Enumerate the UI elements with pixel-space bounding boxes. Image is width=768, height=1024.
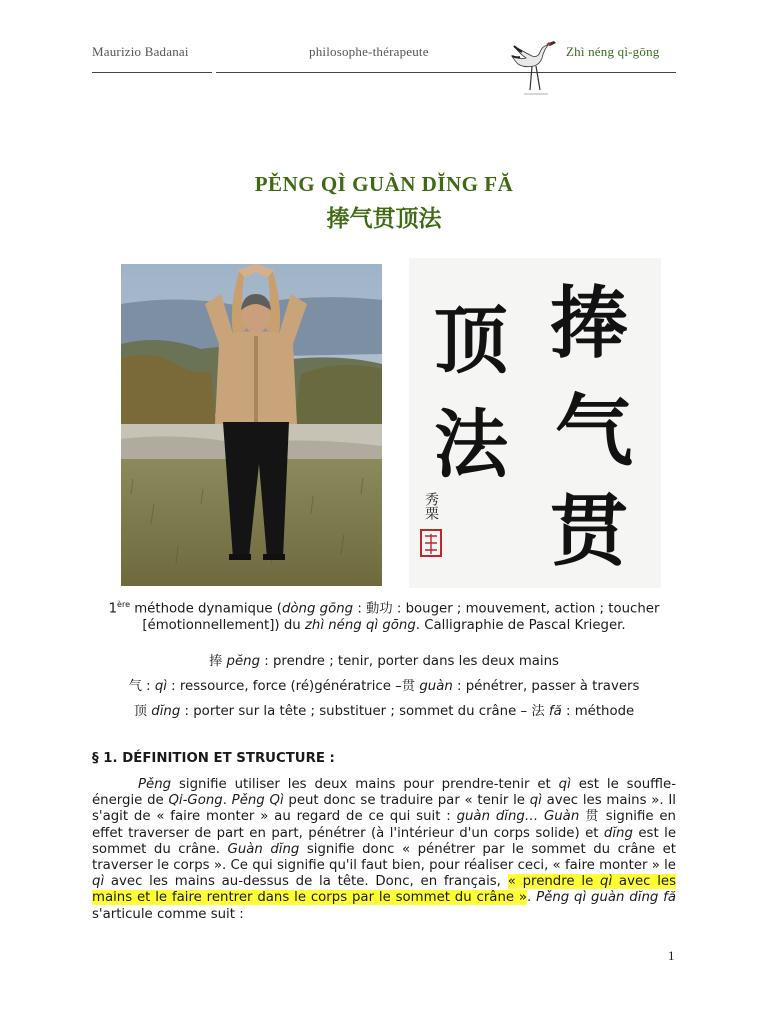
calligraphy-char: 法 xyxy=(434,402,508,488)
glossary-line-qi: 气 : qì : ressource, force (ré)génératrice –贯 guàn : pénétrer, passer à travers xyxy=(128,679,640,694)
calligraphy-char: 顶 xyxy=(434,298,508,384)
glossary-line-ding: 顶 dĭng : porter sur la tête ; substituer ; sommet du crâne – 法 fă : méthode xyxy=(133,704,635,719)
header-author: Maurizio Badanai xyxy=(92,44,189,59)
glossary-line-peng: 捧 pĕng : prendre ; tenir, porter dans les deux mains xyxy=(209,654,559,669)
qigong-photo xyxy=(121,264,382,586)
body-paragraph: Pěng signifie utiliser les deux mains pour prendre-tenir et qì est le souffle-énergie de Qi-Gong. Pěng Qì peut donc se traduire par « tenir le qì avec les mains ». Il s'agit de « faire monter » au regard de ce qui suit : guàn dĭng… Guàn 贯 signifie en effet traverser de part en part, pénétrer (à l'intérieur d'un corps solide) et dĭng est le sommet du crâne. Guàn dĭng signifie donc « pénétrer par le sommet du crâne et traverser le corps ». Ce qui signifie qu'il faut bien, pour réaliser ceci, « faire monter » le qì avec les mains au-dessus de la tête. Donc, en français, « prendre le qì avec les mains et le faire rentrer dans le corps par le sommet du crâne ». Pěng qì guàn dĭng fă s'articule comme suit : xyxy=(92,777,677,922)
section-heading: § 1. DÉFINITION ET STRUCTURE : xyxy=(92,751,335,766)
highlighted-phrase: « prendre le qì avec les mains et le faire rentrer dans le corps par le sommet du crâne » xyxy=(92,874,676,906)
calligraphy-image xyxy=(409,258,661,588)
image-caption: 1ère méthode dynamique (dòng gōng : 動功 : bouger ; mouvement, action ; toucher [émotionnellement]) du zhì néng qì gōng. Calligraphie de Pascal Krieger. xyxy=(108,600,660,634)
header-rule-right xyxy=(216,72,676,73)
page-number: 1 xyxy=(668,948,675,963)
crane-logo-icon xyxy=(510,38,560,96)
header-practice: Zhì néng qì-gōng xyxy=(566,44,660,59)
calligraphy-char: 气 xyxy=(554,387,634,477)
header-rule-left xyxy=(92,72,212,73)
document-title-chinese: 捧气贯顶法 xyxy=(326,206,442,232)
document-title: PĚNG QÌ GUÀN DĬNG FĂ xyxy=(254,172,514,196)
calligraphy-signature: 秀栗 xyxy=(423,492,439,520)
calligraphy-char: 捧 xyxy=(549,279,629,369)
calligraphy-char: 贯 xyxy=(549,487,629,577)
header-role: philosophe-thérapeute xyxy=(309,44,429,59)
